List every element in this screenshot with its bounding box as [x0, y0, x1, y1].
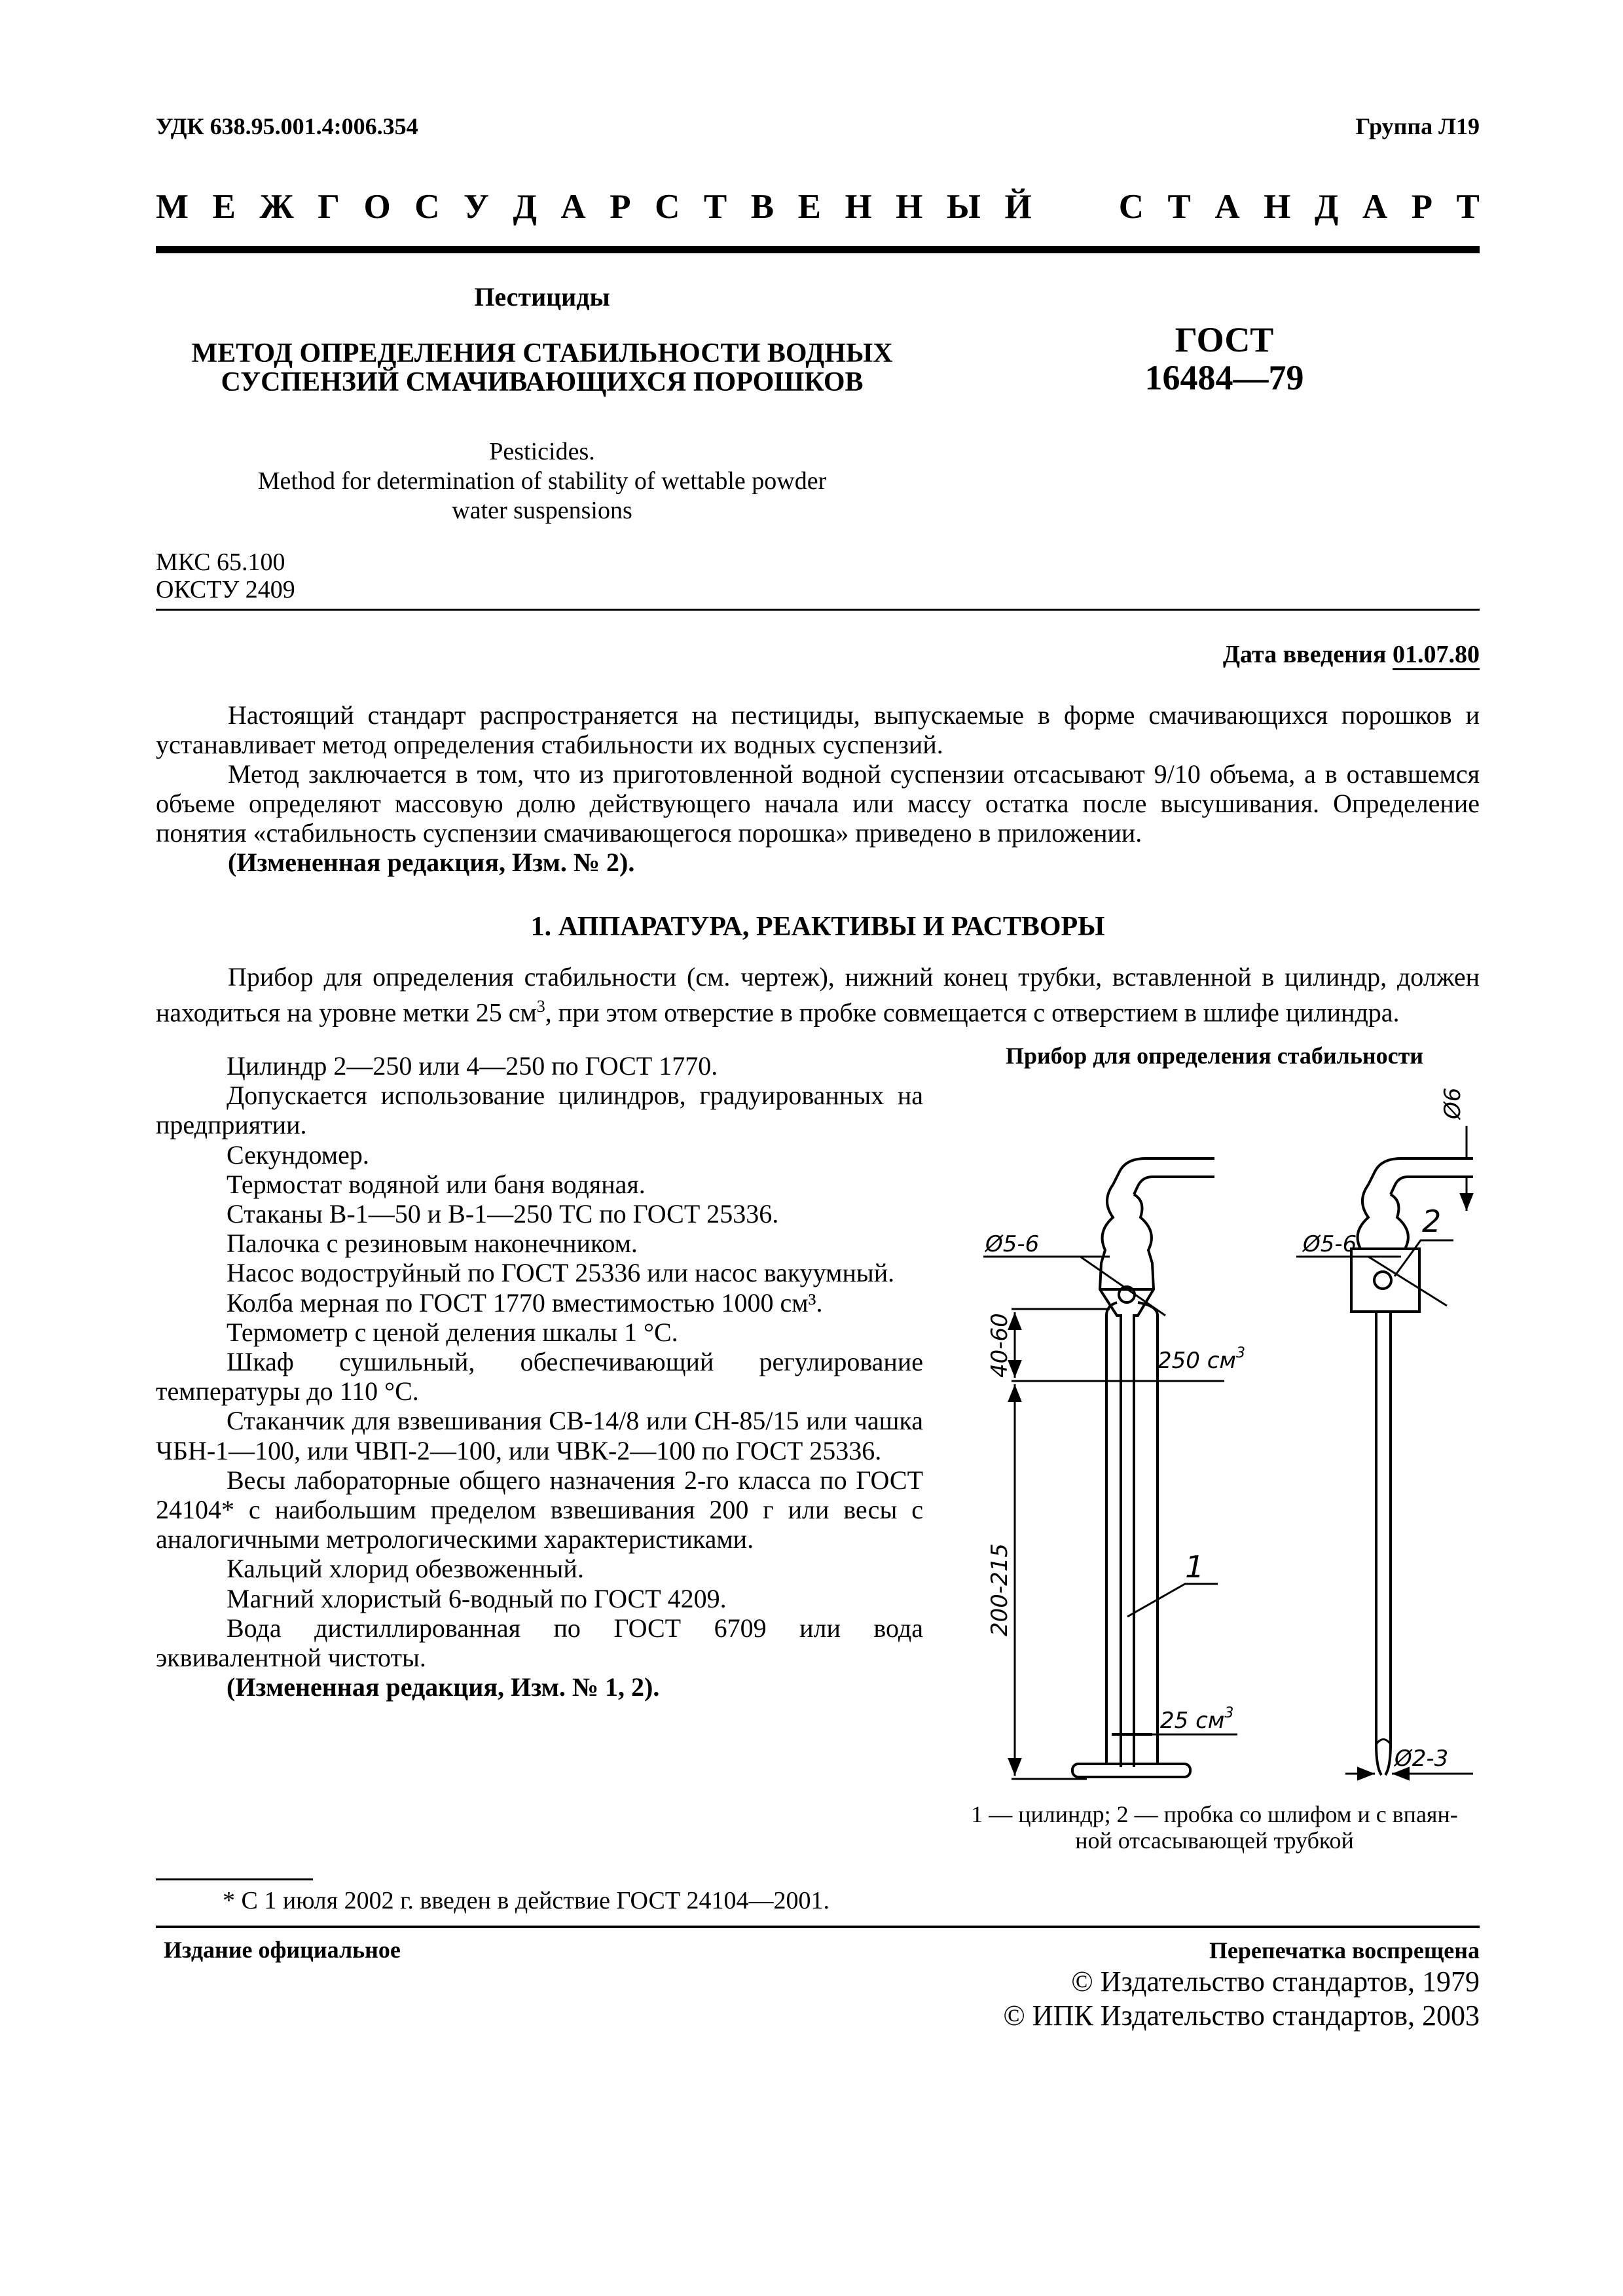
- banner-letter: А: [560, 188, 586, 226]
- banner-letter: Е: [212, 188, 236, 226]
- banner-letter: А: [1214, 188, 1240, 226]
- suction-tube: [1376, 1312, 1391, 1775]
- banner-letter: А: [1362, 188, 1388, 226]
- list-item: Допускается использование цилиндров, градуированных на предприятии.: [156, 1081, 923, 1140]
- right-tube-bend-inner: [1391, 1177, 1473, 1194]
- english-title: [156, 437, 928, 526]
- apparatus-text: Прибор для определения стабильности (см. чертеж), нижний конец трубки, вставленной в цилиндр, должен находиться на уровне метки 25 см: [156, 962, 1480, 1028]
- list-item: Секундомер.: [227, 1139, 369, 1170]
- banner-letter: Е: [797, 188, 821, 226]
- outlet-tube-bend: [1113, 1158, 1214, 1185]
- dim-label-d2-3: Ø2-3: [1395, 1746, 1449, 1772]
- right-tube-bend: [1368, 1158, 1473, 1185]
- reprint-prohibited: Перепечатка воспрещена: [1209, 1937, 1480, 1964]
- dim-label-200-215: 200-215: [987, 1543, 1013, 1636]
- amendment-note: (Измененная редакция, Изм. № 2).: [228, 848, 635, 877]
- outlet-tube-bend-inner: [1134, 1177, 1214, 1194]
- part-label-1: 1: [1185, 1549, 1205, 1585]
- volume-25-text: 25 см: [1160, 1708, 1225, 1734]
- list-item: Стаканы В-1—50 и В-1—250 ТС по ГОСТ 25336.: [227, 1199, 779, 1229]
- dim-label-d6: Ø6: [1440, 1087, 1466, 1119]
- list-item: Палочка с резиновым наконечником.: [227, 1229, 638, 1259]
- banner-letter: В: [750, 188, 775, 226]
- gost-label: ГОСТ: [1175, 320, 1274, 359]
- apparatus-list: [156, 1051, 923, 1702]
- document-title: [156, 339, 928, 397]
- header-rule: [156, 246, 1480, 253]
- right-stopper-hole: [1374, 1272, 1391, 1289]
- classification-codes: [156, 548, 295, 603]
- copyright-block: [1003, 1936, 1480, 2033]
- volume-mark-250: [1158, 1345, 1245, 1374]
- figure-title: Прибор для определения стабильности: [1005, 1043, 1423, 1069]
- list-item: Магний хлористый 6-водный по ГОСТ 4209.: [227, 1583, 727, 1613]
- interstate-standard-banner: [156, 187, 1480, 226]
- volume-250-sup: 3: [1236, 1345, 1246, 1361]
- gost-designation: [1087, 321, 1362, 397]
- banner-gap: [1055, 187, 1095, 226]
- banner-letter: Ы: [946, 188, 981, 226]
- intro-date: [1223, 640, 1480, 669]
- list-item: Цилиндр 2—250 или 4—250 по ГОСТ 1770.: [227, 1051, 718, 1081]
- official-edition: Издание официальное: [164, 1937, 401, 1963]
- banner-letter: Р: [1411, 188, 1432, 226]
- footer-rule: [156, 1926, 1480, 1928]
- banner-letter: Г: [318, 188, 340, 226]
- cylinder-base: [1072, 1764, 1190, 1777]
- part-label-2: 2: [1422, 1204, 1442, 1239]
- footnote: * С 1 июля 2002 г. введен в действие ГОСТ 24104—2001.: [223, 1887, 830, 1914]
- superscript: 3: [536, 997, 545, 1016]
- banner-letter: С: [1118, 188, 1144, 226]
- label-1-leader: [1127, 1584, 1218, 1617]
- list-item: Стаканчик для взвешивания СВ-14/8 или СН-85/15 или чашка ЧБН-1—100, или ЧВП-2—100, или ЧВК-2—100 по ГОСТ 25336.: [156, 1406, 923, 1465]
- banner-letter: Н: [896, 188, 923, 226]
- banner-letter: Ж: [259, 188, 294, 226]
- title-line: МЕТОД ОПРЕДЕЛЕНИЯ СТАБИЛЬНОСТИ ВОДНЫХ: [191, 338, 893, 368]
- banner-letter: Т: [1456, 188, 1480, 226]
- banner-letter: М: [156, 188, 189, 226]
- gost-number: 16484—79: [1144, 358, 1304, 397]
- banner-letter: С: [414, 188, 440, 226]
- list-item: Кальций хлорид обезвоженный.: [227, 1554, 584, 1584]
- okstu-code: ОКСТУ 2409: [156, 576, 295, 603]
- category-title: Пестициды: [474, 282, 610, 312]
- tube-tip: [1376, 1740, 1391, 1745]
- codes-rule: [156, 609, 1480, 611]
- intro-paragraph: Настоящий стандарт распространяется на пестициды, выпускаемые в форме смачивающихся порошков и устанавливает метод определения стабильности их водных суспензий.: [156, 700, 1480, 759]
- list-item: Термостат водяной или баня водяная.: [227, 1169, 646, 1199]
- banner-letter: Н: [1264, 188, 1291, 226]
- footnote-rule: [156, 1878, 313, 1880]
- banner-letter: О: [363, 188, 391, 226]
- list-item: Вода дистиллированная по ГОСТ 6709 или вода эквивалентной чистоты.: [156, 1613, 923, 1673]
- apparatus-text: , при этом отверстие в пробке совмещается с отверстием в шлифе цилиндра.: [545, 997, 1400, 1028]
- banner-letter: Й: [1004, 188, 1032, 226]
- title-line: СУСПЕНЗИЙ СМАЧИВАЮЩИХСЯ ПОРОШКОВ: [221, 367, 864, 397]
- udk-code: УДК 638.95.001.4:006.354: [156, 113, 418, 139]
- cylinder-walls: [1106, 1316, 1158, 1764]
- section-heading: 1. АППАРАТУРА, РЕАКТИВЫ И РАСТВОРЫ: [530, 912, 1105, 942]
- banner-letter: У: [464, 188, 489, 226]
- volume-25-sup: 3: [1224, 1705, 1234, 1721]
- english-title-line: water suspensions: [452, 497, 632, 524]
- copyright-line: © Издательство стандартов, 1979: [1071, 1965, 1480, 1998]
- english-title-line: Method for determination of stability of wettable powder: [257, 467, 827, 495]
- label-2-leader: [1395, 1240, 1453, 1276]
- banner-letter: Р: [610, 188, 631, 226]
- caption-line: 1 — цилиндр; 2 — пробка со шлифом и с впаян-: [971, 1801, 1458, 1827]
- d6-extensions: [1417, 1158, 1473, 1177]
- english-title-line: Pesticides.: [489, 438, 595, 465]
- copyright-line: © ИПК Издательство стандартов, 2003: [1003, 2000, 1480, 2032]
- banner-letter: Д: [1314, 188, 1339, 226]
- intro-date-value: 01.07.80: [1393, 641, 1480, 670]
- volume-250-text: 250 см: [1158, 1348, 1237, 1374]
- right-stopper-right: [1391, 1194, 1419, 1249]
- dim-label-40-60: 40-60: [987, 1313, 1013, 1378]
- intro-date-label: Дата введения: [1222, 641, 1387, 668]
- banner-letter: Т: [703, 188, 727, 226]
- volume-mark-25: [1160, 1705, 1233, 1734]
- dim-label-d56-left: Ø5-6: [985, 1231, 1040, 1257]
- inner-tube-dashed: [1121, 1316, 1134, 1734]
- list-item: Насос водоструйный по ГОСТ 25336 или насос вакуумный.: [227, 1258, 895, 1288]
- banner-letter: Д: [513, 188, 537, 226]
- mks-code: МКС 65.100: [156, 548, 285, 576]
- stability-device-drawing: [949, 1080, 1480, 1793]
- banner-letter: С: [655, 188, 680, 226]
- stopper-ground-joint: [1351, 1249, 1419, 1312]
- apparatus-paragraph: [156, 962, 1480, 1027]
- group-code: Группа Л19: [1355, 113, 1480, 139]
- apparatus-intro: [156, 962, 1480, 1027]
- caption-line: ной отсасывающей трубкой: [1075, 1827, 1354, 1854]
- intro-paragraph: Метод заключается в том, что из приготовленной водной суспензии отсасывают 9/10 объема, а в оставшемся объеме определяют массовую долю действующего начала или массу остатка после высушивания. Определение понятия «стабильность суспензии смачивающегося порошка» приведено в приложении.: [156, 759, 1480, 848]
- banner-letter: Т: [1167, 188, 1191, 226]
- list-item: Весы лабораторные общего назначения 2-го класса по ГОСТ 24104* с наибольшим пределом взвешивания 200 г или весы с аналогичными метрологическими характеристиками.: [156, 1465, 923, 1554]
- list-item: Шкаф сушильный, обеспечивающий регулирование температуры до 110 °С.: [156, 1347, 923, 1407]
- list-item: Колба мерная по ГОСТ 1770 вместимостью 1000 см³.: [227, 1287, 823, 1318]
- figure-caption: [949, 1801, 1480, 1854]
- intro-text: [156, 700, 1480, 877]
- d56-right-leader: [1296, 1257, 1447, 1306]
- cylinder-outline-right: [1134, 1194, 1154, 1767]
- list-item: Термометр с ценой деления шкалы 1 °С.: [227, 1317, 678, 1347]
- amendment-note: (Измененная редакция, Изм. № 1, 2).: [227, 1672, 660, 1702]
- dim-label-d56-right: Ø5-6: [1303, 1231, 1357, 1257]
- banner-letter: Н: [845, 188, 872, 226]
